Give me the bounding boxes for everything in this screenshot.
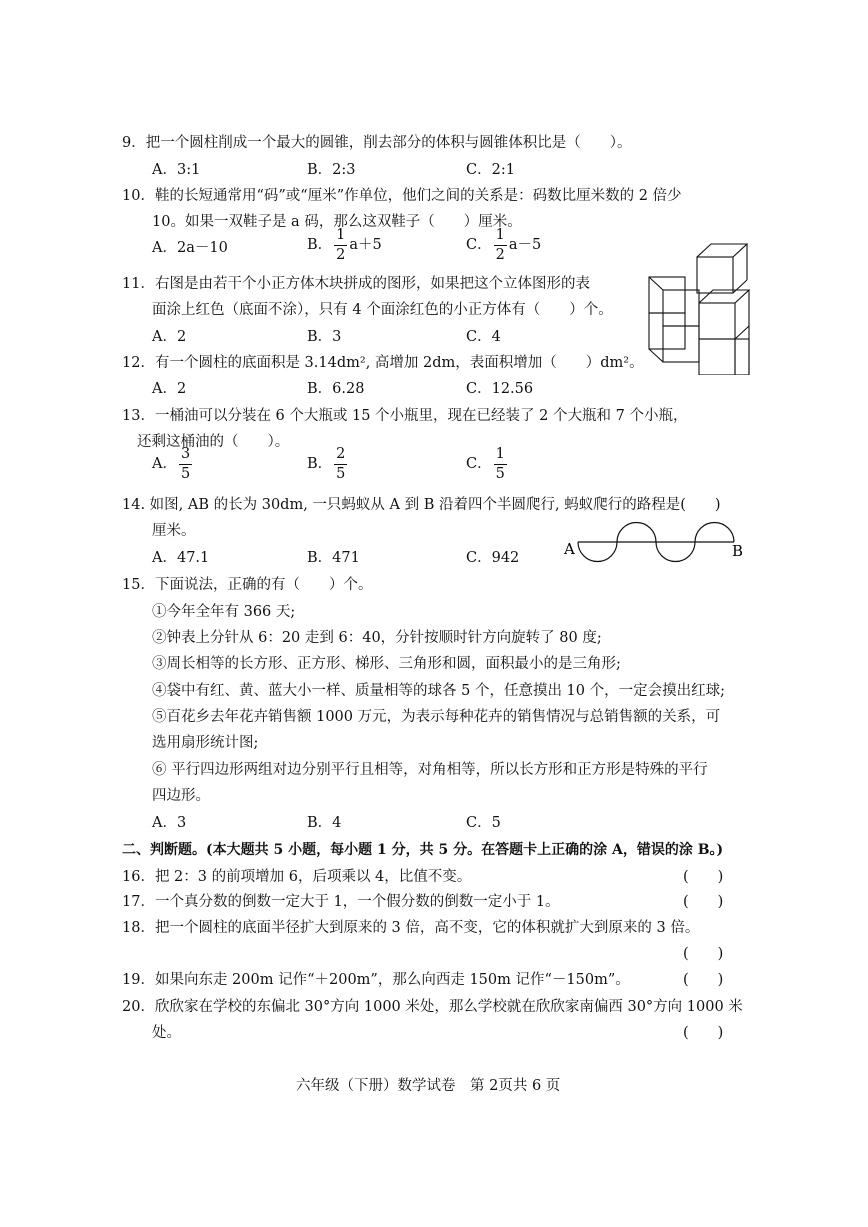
q20-answer-paren: ( ) [683, 1025, 724, 1041]
fraction: $\frac{1}{2}$ [495, 227, 505, 263]
q12-option-b: B．6.28 [307, 381, 365, 397]
q11-option-a: A．2 [152, 329, 187, 345]
q10-stem-line1: 10．鞋的长短通常用“码”或“厘米”作单位，他们之间的关系是：码数比厘米数的 2 倍少 [122, 188, 682, 204]
q15-statement-2: ②钟表上分针从 6：20 走到 6：40，分针按顺时针方向旋转了 80 度; [152, 630, 602, 646]
q9-option-b: B．2:3 [307, 162, 356, 178]
q15-option-a: A．3 [152, 815, 187, 831]
q15-statement-5b: 选用扇形统计图; [152, 735, 259, 751]
point-b-label: B [732, 542, 744, 560]
q16-stem: 16．把 2：3 的前项增加 6，后项乘以 4，比值不变。 [122, 869, 472, 885]
q19-stem: 19．如果向东走 200m 记作“＋200m”，那么向西走 150m 记作“－150m”。 [122, 972, 630, 988]
q15-option-c: C．5 [466, 815, 501, 831]
q11-option-c: C．4 [466, 329, 501, 345]
q18-stem: 18．把一个圆柱的底面半径扩大到原来的 3 倍，高不变，它的体积就扩大到原来的 3 倍。 [122, 920, 700, 936]
q18-answer-paren: ( ) [683, 946, 724, 962]
q12-option-c: C．12.56 [466, 381, 534, 397]
q15-statement-3: ③周长相等的长方形、正方形、梯形、三角形和圆，面积最小的是三角形; [152, 656, 621, 672]
q12-stem: 12．有一个圆柱的底面积是 3.14dm², 高增加 2dm，表面积增加（ ）dm²。 [122, 355, 644, 371]
q11-option-b: B．3 [307, 329, 342, 345]
point-a-label: A [564, 540, 575, 558]
cube-stack-figure [645, 240, 755, 375]
q10-option-a: A．2a－10 [152, 240, 228, 256]
q13-option-c: C． $\frac{1}{5}$ [466, 446, 505, 482]
q19-answer-paren: ( ) [683, 972, 724, 988]
q15-statement-6a: ⑥ 平行四边形两组对边分别平行且相等，对角相等，所以长方形和正方形是特殊的平行 [152, 762, 708, 778]
q9-option-a: A．3:1 [152, 162, 201, 178]
q15-statement-1: ①今年全年有 366 天; [152, 604, 296, 620]
q13-option-a: A． $\frac{3}{5}$ [152, 446, 191, 482]
q10-stem-line2: 10。如果一双鞋子是 a 码，那么这双鞋子（ ）厘米。 [152, 214, 522, 230]
q15-statement-6b: 四边形。 [152, 788, 210, 804]
section-2-heading: 二、判断题。(本大题共 5 小题，每小题 1 分，共 5 分。在答题卡上正确的涂 A，错误的涂 B。) [122, 842, 724, 858]
q13-option-b: B． $\frac{2}{5}$ [307, 446, 346, 482]
fraction: $\frac{1}{2}$ [336, 227, 346, 263]
q14-stem-line1: 14. 如图, AB 的长为 30dm, 一只蚂蚁从 A 到 B 沿着四个半圆爬行, 蚂蚁爬行的路程是( ) [122, 497, 721, 513]
q17-stem: 17．一个真分数的倒数一定大于 1，一个假分数的倒数一定小于 1。 [122, 894, 560, 910]
q15-stem: 15．下面说法，正确的有（ ）个。 [122, 577, 373, 593]
fraction: $\frac{1}{5}$ [495, 446, 505, 482]
q9-option-c: C．2:1 [466, 162, 515, 178]
semicircle-path-figure [560, 518, 750, 566]
q11-stem-line2: 面涂上红色（底面不涂），只有 4 个面涂红色的小正方体有（ ）个。 [152, 302, 613, 318]
q16-answer-paren: ( ) [683, 869, 724, 885]
q10-option-b: B． $\frac{1}{2}$ a＋5 [307, 227, 382, 263]
page-footer: 六年级（下册）数学试卷 第 2页共 6 页 [296, 1078, 561, 1094]
q13-stem-line2: 还剩这桶油的（ ）。 [137, 434, 290, 450]
q15-option-b: B．4 [307, 815, 342, 831]
q15-statement-5a: ⑤百花乡去年花卉销售额 1000 万元，为表示每种花卉的销售情况与总销售额的关系，可 [152, 709, 721, 725]
q9-stem: 9．把一个圆柱削成一个最大的圆锥，削去部分的体积与圆锥体积比是（ ）。 [122, 135, 632, 151]
q17-answer-paren: ( ) [683, 894, 724, 910]
q14-stem-line2: 厘米。 [152, 523, 196, 539]
q14-option-c: C．942 [466, 550, 520, 566]
q10-option-c: C． $\frac{1}{2}$ a－5 [466, 227, 542, 263]
fraction: $\frac{3}{5}$ [180, 446, 191, 482]
q11-stem-line1: 11．右图是由若干个小正方体木块拼成的图形，如果把这个立体图形的表 [122, 276, 590, 292]
q20-stem-line2: 处。 [152, 1025, 181, 1041]
q13-stem-line1: 13．一桶油可以分装在 6 个大瓶或 15 个小瓶里，现在已经装了 2 个大瓶和 7 个小瓶， [122, 408, 688, 424]
q15-statement-4: ④袋中有红、黄、蓝大小一样、质量相等的球各 5 个，任意摸出 10 个，一定会摸出红球; [152, 683, 725, 699]
fraction: $\frac{2}{5}$ [336, 446, 346, 482]
q12-option-a: A．2 [152, 381, 187, 397]
q14-option-a: A．47.1 [152, 550, 210, 566]
q20-stem-line1: 20．欣欣家在学校的东偏北 30°方向 1000 米处，那么学校就在欣欣家南偏西 30°方向 1000 米 [122, 999, 743, 1015]
q14-option-b: B．471 [307, 550, 360, 566]
